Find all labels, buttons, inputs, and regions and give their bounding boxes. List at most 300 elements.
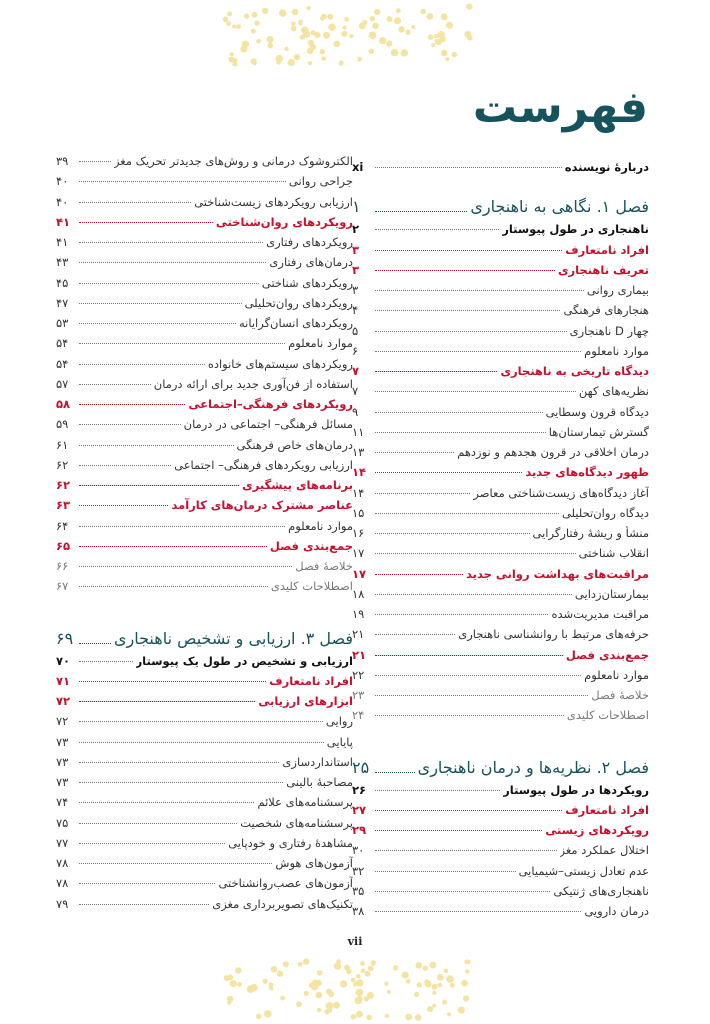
decorative-dot	[240, 46, 247, 53]
dot-leader	[375, 493, 470, 494]
toc-page-number: ۵۴	[56, 336, 69, 351]
toc-page-number: ۲۹	[352, 823, 367, 837]
toc-spacer	[352, 180, 649, 191]
dot-leader	[375, 211, 467, 212]
decorative-dot	[298, 962, 303, 967]
decorative-dot	[291, 22, 296, 27]
dot-leader	[79, 782, 283, 783]
toc-entry[interactable]	[352, 445, 649, 465]
decorative-dot	[306, 6, 310, 10]
toc-section-entry[interactable]	[56, 498, 353, 518]
decorative-dot	[314, 32, 320, 38]
toc-entry-title: ارزیابی و تشخیص در طول یک پیوستار	[135, 653, 353, 668]
dot-leader	[375, 513, 559, 514]
toc-page-number: ۷۲	[56, 714, 69, 729]
toc-entry-title: رویکردها در طول پیوستار	[503, 782, 649, 797]
decorative-dot	[438, 983, 443, 988]
toc-entry[interactable]	[56, 559, 353, 579]
dot-leader	[79, 343, 285, 344]
toc-entry-title: درمان دارویی	[584, 904, 649, 918]
toc-entry[interactable]	[56, 816, 353, 836]
decorative-dot	[346, 969, 351, 974]
toc-entry[interactable]	[56, 357, 353, 377]
toc-entry[interactable]	[352, 587, 649, 607]
toc-section-entry[interactable]	[352, 465, 649, 485]
toc-entry-title: انقلاب شناختی	[578, 546, 649, 561]
toc-section-entry[interactable]	[56, 478, 353, 498]
decorative-dot	[334, 962, 341, 969]
decorative-dot	[333, 1002, 340, 1009]
toc-page-number: ۳۹	[56, 154, 69, 168]
toc-entry[interactable]	[352, 425, 649, 445]
decorative-dot	[361, 969, 366, 974]
dot-leader	[79, 586, 268, 587]
toc-page-number: ۲۵	[352, 757, 370, 777]
dot-leader	[79, 202, 191, 203]
toc-entry[interactable]	[56, 154, 353, 174]
dot-leader	[375, 310, 560, 311]
dot-leader	[79, 323, 236, 324]
toc-page-number: ۷۸	[56, 856, 69, 870]
decorative-dot	[434, 34, 438, 38]
toc-entry[interactable]	[352, 668, 649, 688]
toc-section-entry[interactable]	[352, 648, 649, 668]
toc-page-number: xi	[352, 160, 364, 174]
decorative-dot	[362, 20, 367, 25]
toc-entry-title: تعریف ناهنجاری	[557, 262, 649, 277]
toc-entry-title: ارزیابی رویکردهای فرهنگی– اجتماعی	[174, 457, 353, 472]
toc-page-number: ۱۷	[352, 546, 365, 561]
decorative-dot	[291, 26, 297, 32]
dot-leader	[375, 331, 567, 332]
toc-section-entry[interactable]	[352, 364, 649, 384]
decorative-dot	[253, 61, 257, 65]
decorative-dot	[308, 61, 312, 65]
decorative-dot	[369, 32, 377, 40]
toc-entry-title: مراقبت‌های بهداشت روانی جدید	[466, 566, 649, 581]
toc-entry-title: عناصر مشترک درمان‌های کارآمد	[171, 498, 353, 513]
decorative-dot	[268, 43, 274, 49]
decorative-dot	[326, 989, 332, 995]
dot-leader	[375, 412, 543, 413]
decorative-dot	[312, 980, 319, 987]
dot-leader	[79, 681, 266, 682]
decorative-dot	[232, 24, 236, 28]
toc-entry-title: دیدگاه قرون وسطایی	[545, 404, 649, 419]
decorative-dot	[350, 34, 354, 38]
toc-entry[interactable]	[56, 579, 353, 599]
decorative-dot	[321, 14, 327, 20]
dot-leader	[375, 270, 555, 271]
decorative-dot	[299, 20, 303, 24]
dot-leader	[79, 802, 254, 803]
decorative-dot	[344, 965, 350, 971]
decorative-dot	[374, 9, 380, 15]
toc-page-number: ۱۹	[352, 607, 365, 621]
toc-entry-title: برنامه‌های پیشگیری	[242, 478, 353, 492]
decorative-dot	[223, 17, 229, 23]
toc-entry-title: هنجارهای فرهنگی	[563, 303, 649, 318]
toc-entry-title: افراد نامتعارف	[565, 242, 649, 257]
toc-page-number: ۶۴	[56, 518, 69, 533]
decorative-dot	[372, 23, 379, 30]
toc-entry[interactable]	[352, 904, 649, 924]
decorative-dot	[437, 974, 444, 981]
toc-entry[interactable]	[352, 283, 649, 303]
toc-entry[interactable]	[56, 417, 353, 437]
dot-leader	[79, 701, 255, 702]
toc-chapter-heading[interactable]	[56, 623, 353, 654]
toc-entry[interactable]	[56, 795, 353, 815]
decorative-dot	[415, 1014, 422, 1021]
decorative-dot	[316, 992, 323, 999]
toc-entry-title: گسترش تیمارستان‌ها	[548, 424, 649, 439]
toc-entry[interactable]	[352, 607, 649, 627]
toc-page-number: ۳۸	[352, 904, 365, 918]
decorative-dot	[341, 31, 347, 37]
decorative-dot	[294, 54, 300, 60]
dot-leader	[79, 303, 242, 304]
decorative-dot	[366, 1015, 372, 1021]
toc-entry[interactable]	[352, 506, 649, 526]
decorative-dot	[438, 31, 445, 38]
decorative-dot	[385, 1014, 389, 1018]
toc-entry[interactable]	[352, 546, 649, 566]
decorative-dot	[360, 961, 365, 966]
decorative-dot	[267, 36, 274, 43]
toc-entry-title: عدم تعادل زیستی–شیمیایی	[518, 863, 649, 878]
toc-entry-title: استفاده از فن‌آوری جدید برای ارائه درمان	[153, 376, 353, 391]
decorative-dot	[317, 970, 323, 976]
toc-entry-title: مشاهدهٔ رفتاری و خودپایی	[228, 835, 353, 850]
dot-leader	[79, 242, 263, 243]
toc-spacer	[352, 729, 649, 752]
toc-entry[interactable]	[56, 255, 353, 275]
decorative-dot	[247, 985, 255, 993]
dot-leader	[375, 574, 463, 575]
toc-entry-title: مراقبت مدیریت‌شده	[551, 607, 649, 621]
decorative-dot	[279, 9, 286, 16]
toc-entry[interactable]	[56, 276, 353, 296]
decorative-dot	[357, 57, 362, 62]
toc-entry-title: الکتروشوک درمانی و روش‌های جدیدتر تحریک مغز	[113, 154, 353, 168]
dot-leader	[79, 485, 239, 486]
toc-entry[interactable]	[352, 384, 649, 404]
toc-entry-title: مصاحبهٔ بالینی	[286, 775, 353, 789]
decorative-dot	[327, 1008, 332, 1013]
toc-page-number: ۷۳	[56, 734, 69, 749]
toc-entry[interactable]	[352, 324, 649, 344]
decorative-dot	[351, 1014, 357, 1020]
toc-entry-title: آزمون‌های عصب‌روانشناختی	[218, 876, 353, 891]
toc-entry[interactable]	[352, 486, 649, 506]
decorative-dot	[336, 959, 341, 964]
decorative-dot	[421, 9, 427, 15]
dot-leader	[375, 229, 499, 230]
toc-entry[interactable]	[352, 303, 649, 323]
decorative-dot	[254, 20, 259, 25]
decorative-dot	[463, 995, 469, 1001]
decorative-dot	[368, 966, 374, 972]
decorative-dot	[369, 49, 374, 54]
decorative-dot	[364, 996, 369, 1001]
dot-leader	[375, 594, 572, 595]
toc-entry[interactable]	[352, 884, 649, 904]
top-dot-pattern	[0, 0, 710, 70]
toc-entry[interactable]	[56, 714, 353, 734]
toc-entry-title: منشأ و ریشهٔ رفتارگرایی	[532, 526, 649, 540]
dot-leader	[375, 830, 542, 831]
dot-leader	[375, 695, 588, 696]
decorative-dot	[371, 960, 376, 965]
toc-entry-title: رویکردهای شناختی	[261, 275, 353, 290]
dot-leader	[79, 526, 285, 527]
toc-entry-title: نظریه‌های کهن	[578, 384, 649, 399]
dot-leader	[79, 364, 205, 365]
toc-entry[interactable]	[56, 735, 353, 755]
toc-page-number: ۴۰	[56, 194, 69, 209]
toc-entry-title: رویکردهای روان‌شناختی	[215, 214, 353, 229]
toc-entry[interactable]	[352, 405, 649, 425]
dot-leader	[375, 250, 562, 251]
decorative-dot	[359, 23, 366, 30]
toc-entry[interactable]	[56, 755, 353, 775]
decorative-dot	[226, 21, 231, 26]
toc-section-entry[interactable]	[352, 803, 649, 823]
toc-page-number: ۵	[352, 323, 359, 338]
decorative-dot	[401, 49, 408, 56]
toc-entry-title: رویکردهای سیستم‌های خانواده	[207, 356, 353, 371]
dot-leader	[375, 911, 581, 912]
decorative-dot	[393, 965, 398, 970]
dot-leader	[79, 445, 234, 446]
decorative-dot	[284, 47, 288, 51]
decorative-dot	[405, 1014, 412, 1021]
decorative-dot	[444, 969, 449, 974]
toc-page-number: ۴۱	[56, 214, 71, 229]
toc-section-entry[interactable]	[352, 823, 649, 843]
decorative-dot	[344, 17, 349, 22]
decorative-dot	[251, 58, 257, 64]
toc-page-number: ۴۰	[56, 174, 69, 189]
toc-entry[interactable]	[56, 775, 353, 795]
dot-leader	[375, 850, 557, 851]
dot-leader	[375, 790, 500, 791]
toc-page-number: ۲۲	[352, 667, 365, 682]
decorative-dot	[424, 979, 429, 984]
decorative-dot	[229, 57, 235, 63]
toc-page-number: ۱۵	[352, 505, 365, 520]
toc-entry[interactable]	[56, 438, 353, 458]
toc-entry-title: ناهنجاری در طول پیوستار	[502, 222, 649, 237]
decorative-dot	[339, 61, 344, 66]
toc-entry[interactable]	[352, 688, 649, 708]
decorative-dot	[317, 1008, 321, 1012]
dot-leader	[79, 404, 185, 405]
decorative-dot	[391, 49, 399, 57]
toc-entry[interactable]	[56, 836, 353, 856]
toc-entry-title: خلاصهٔ فصل	[591, 688, 649, 702]
toc-entry[interactable]	[56, 316, 353, 336]
toc-section-entry[interactable]	[56, 215, 353, 235]
toc-entry[interactable]	[56, 897, 353, 917]
decorative-dot	[300, 34, 305, 39]
toc-page-number: ۳۲	[352, 863, 365, 878]
toc-entry-title: آزمون‌های هوش	[275, 856, 353, 870]
decorative-dot	[327, 14, 333, 20]
dot-leader	[375, 715, 564, 716]
toc-entry[interactable]	[56, 296, 353, 316]
dot-leader	[375, 553, 576, 554]
toc-page-number: ۹	[352, 404, 359, 419]
toc-entry[interactable]	[352, 864, 649, 884]
toc-section-entry[interactable]	[56, 539, 353, 559]
toc-page-number: ۷۹	[56, 896, 69, 911]
toc-entry-title: پرسشنامه‌های علائم	[257, 795, 353, 810]
decorative-dot	[296, 1001, 302, 1007]
toc-page-number: ۳۵	[352, 883, 365, 898]
decorative-dot	[386, 16, 392, 22]
toc-entry[interactable]	[56, 235, 353, 255]
decorative-dot	[465, 969, 469, 973]
page-title: فهرست	[472, 82, 648, 133]
decorative-dot	[425, 981, 432, 988]
toc-chapter-heading[interactable]	[352, 191, 649, 222]
toc-entry[interactable]	[56, 876, 353, 896]
toc-page-number: ۵۹	[56, 417, 69, 432]
dot-leader	[79, 546, 267, 547]
decorative-dot	[303, 31, 310, 38]
toc-page-number: ۶۶	[56, 559, 69, 573]
toc-page-number: ۴۳	[56, 255, 69, 270]
decorative-dot	[417, 982, 422, 987]
decorative-dot	[230, 52, 234, 56]
decorative-dot	[288, 59, 295, 66]
toc-section-entry[interactable]	[352, 160, 649, 180]
toc-entry-title: ابزارهای ارزیابی	[258, 694, 353, 708]
decorative-dot	[334, 41, 341, 48]
toc-page-number: ۲۶	[352, 782, 367, 797]
toc-section-entry[interactable]	[56, 674, 353, 694]
toc-entry[interactable]	[352, 708, 649, 728]
decorative-dot	[311, 30, 316, 35]
toc-section-entry[interactable]	[352, 783, 649, 803]
toc-page-number: ۶۵	[56, 538, 71, 553]
toc-page-number: ۷	[352, 364, 360, 378]
toc-page-number: ۲۱	[352, 647, 367, 662]
toc-entry-title: جمع‌بندی فصل	[269, 538, 353, 553]
decorative-dot	[269, 986, 274, 991]
decorative-dot	[356, 974, 361, 979]
toc-entry-title: دیدگاه روان‌تحلیلی	[561, 505, 649, 520]
decorative-dot	[269, 982, 274, 987]
toc-section-entry[interactable]	[56, 694, 353, 714]
dot-leader	[375, 432, 546, 433]
dot-leader	[375, 810, 562, 811]
decorative-dot	[264, 1010, 272, 1018]
dot-leader	[375, 772, 415, 773]
dot-leader	[375, 634, 455, 635]
decorative-dot	[434, 39, 440, 45]
toc-entry-title: فصل ۲. نظریه‌ها و درمان ناهنجاری	[417, 757, 649, 777]
dot-leader	[79, 262, 266, 263]
toc-entry[interactable]	[56, 195, 353, 215]
decorative-dot	[320, 16, 325, 21]
decorative-dot	[441, 13, 448, 20]
toc-entry[interactable]	[56, 377, 353, 397]
toc-entry[interactable]	[56, 519, 353, 539]
toc-section-entry[interactable]	[352, 567, 649, 587]
decorative-dot	[311, 983, 318, 990]
toc-page-number: ۲۴	[352, 708, 365, 723]
decorative-dot	[280, 996, 285, 1001]
toc-page-number: ۶۹	[56, 628, 74, 648]
toc-entry[interactable]	[352, 344, 649, 364]
decorative-dot	[427, 13, 434, 20]
toc-entry-title: موارد نامعلوم	[288, 518, 353, 533]
decorative-dot	[303, 958, 310, 965]
toc-page-number: ۱۱	[352, 424, 365, 439]
toc-section-entry[interactable]	[352, 263, 649, 283]
dot-leader	[375, 891, 550, 892]
toc-page-number: ۱۳	[352, 445, 365, 459]
toc-entry-title: رویکردهای زیستی	[545, 823, 649, 837]
toc-entry[interactable]	[56, 856, 353, 876]
toc-entry[interactable]	[352, 526, 649, 546]
toc-chapter-heading[interactable]	[352, 752, 649, 783]
toc-section-entry[interactable]	[352, 243, 649, 263]
toc-entry-title: پایایی	[326, 734, 353, 749]
toc-page-number: ۲۳	[352, 688, 365, 702]
decorative-dot	[428, 34, 434, 40]
dot-leader	[79, 661, 133, 662]
toc-entry[interactable]	[56, 458, 353, 478]
decorative-dot	[452, 52, 457, 57]
dot-leader	[375, 371, 497, 372]
toc-entry-title: موارد نامعلوم	[584, 667, 649, 682]
decorative-dot	[356, 979, 363, 986]
dot-leader	[79, 384, 151, 385]
toc-entry[interactable]	[56, 336, 353, 356]
decorative-dot	[357, 996, 362, 1001]
toc-entry[interactable]	[352, 627, 649, 647]
toc-entry-title: درمان‌های خاص فرهنگی	[236, 437, 353, 452]
decorative-dot	[256, 39, 261, 44]
toc-page-number: ۵۸	[56, 397, 71, 411]
decorative-dot	[224, 975, 230, 981]
toc-entry-title: اصطلاحات کلیدی	[566, 708, 649, 723]
toc-page-number: ۴۱	[56, 235, 69, 249]
toc-entry-title: اختلال عملکرد مغز	[559, 843, 649, 858]
toc-entry-title: افراد نامتعارف	[269, 673, 353, 688]
decorative-dot	[447, 1012, 451, 1016]
decorative-dot	[431, 43, 435, 47]
toc-entry-title: موارد نامعلوم	[288, 336, 353, 351]
toc-section-entry[interactable]	[352, 222, 649, 242]
decorative-dot	[292, 9, 299, 16]
dot-leader	[375, 167, 562, 168]
toc-entry-title: بیمارستان‌زدایی	[574, 586, 649, 601]
toc-entry[interactable]	[56, 174, 353, 194]
decorative-dot	[384, 982, 388, 986]
toc-section-entry[interactable]	[56, 397, 353, 417]
decorative-dot	[310, 44, 316, 50]
toc-page-number: ۶۷	[56, 579, 69, 594]
decorative-dot	[365, 971, 371, 977]
decorative-dot	[436, 40, 441, 45]
toc-entry[interactable]	[352, 843, 649, 863]
toc-section-entry[interactable]	[56, 654, 353, 674]
